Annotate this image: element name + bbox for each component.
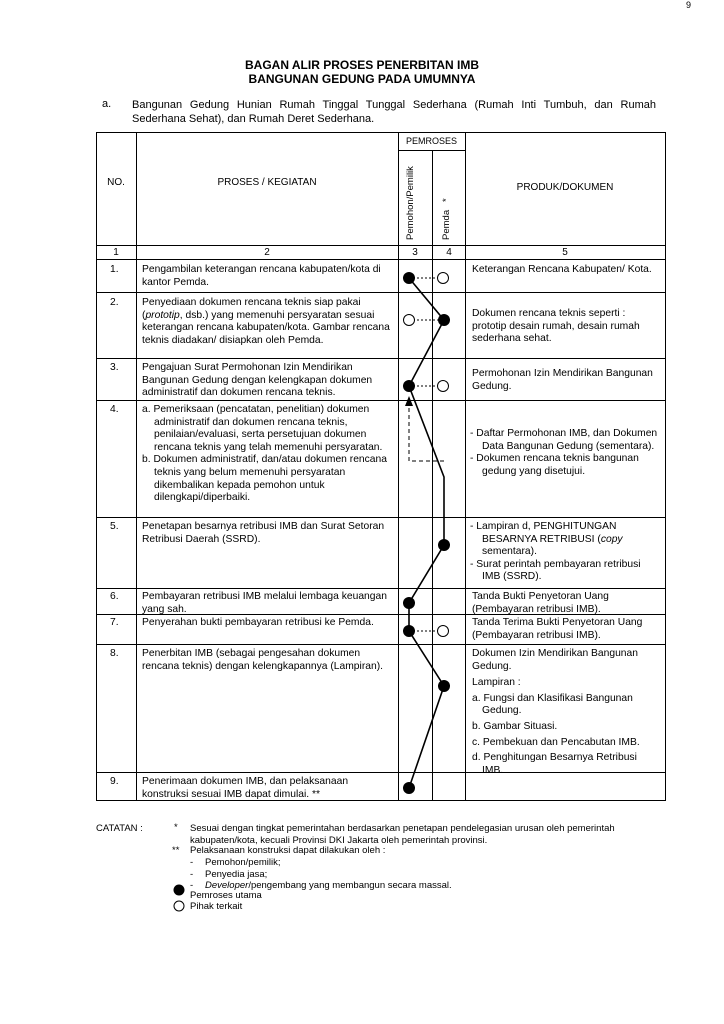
row-2-no: 2. [110,297,119,308]
col-number-4: 4 [446,247,452,258]
row-6-proses: Pembayaran retribusi IMB melalui lembaga keuangan yang sah. [142,591,387,615]
filled-circle-icon [438,314,450,326]
row-4-produk-1: - Daftar Permohonan IMB, dan Dokumen Data Bangunan Gedung (sementara). [470,428,658,452]
row-6-produk: Tanda Bukti Penyetoran Uang (Pembayaran retribusi IMB). [472,591,609,615]
row-7-no: 7. [110,617,119,628]
open-circle-icon [174,901,184,911]
row-9-proses: Penerimaan dokumen IMB, dan pelaksanaan konstruksi sesuai IMB dapat dimulai. ** [142,776,349,800]
notes-label: CATATAN : [96,823,143,834]
filled-circle-icon [403,380,415,392]
filled-circle-icon [438,680,450,692]
notes-star1: * [174,822,178,833]
filled-circle-icon [174,885,185,896]
row-8-produk-4: b. Gambar Situasi. [472,720,558,732]
row-8-produk-1: Dokumen Izin Mendirikan Bangunan Gedung. [472,648,638,672]
filled-circle-icon [403,625,415,637]
filled-circle-icon [403,272,415,284]
row-5-no: 5. [110,521,119,532]
row-8-produk-2: Lampiran : [472,677,521,689]
row-1-proses: Pengambilan keterangan rencana kabupaten/kota di kantor Pemda. [142,264,381,288]
row-2-proses: Penyediaan dokumen rencana teknis siap pakai (prototip, dsb.) yang memenuhi persyaratan sesuai keterangan rencana kabupaten/kota. Gambar rencana teknis diadakan/ disiapkan oleh Pemda. [142,297,390,346]
open-circle-icon [404,315,415,326]
col-number-2: 2 [264,247,270,258]
page-title-line1: BAGAN ALIR PROSES PENERBITAN IMB [244,58,479,72]
notes-list-2: Penyedia jasa; [205,869,268,880]
row-7-produk: Tanda Terima Bukti Penyetoran Uang (Pembayaran retribusi IMB). [472,617,643,641]
row-8-produk-5: c. Pembekuan dan Pencabutan IMB. [472,736,640,748]
row-6-no: 6. [110,591,119,602]
col-number-5: 5 [562,247,568,258]
row-9-no: 9. [110,776,119,787]
row-8-produk-6: d. Penghitungan Besarnya Retribusi IMB. [472,752,637,776]
notes-star1-text: Sesuai dengan tingkat pemerintahan berdasarkan penetapan pendelegasian urusan oleh pemerintah kabupaten/kota, kecuali Provinsi DKI Jakarta oleh pemerintah provinsi. [190,823,615,846]
header-proses: PROSES / KEGIATAN [217,177,317,188]
page-number: 9 [686,0,692,10]
legend-main-label: Pemroses utama [190,890,262,901]
row-3-proses: Pengajuan Surat Permohonan Izin Mendirikan Bangunan Gedung dengan kelengkapan dokumen administratif dan dokumen rencana teknis. [142,362,373,399]
filled-circle-icon [403,597,415,609]
notes-star2: ** [172,845,180,856]
row-8-no: 8. [110,648,119,659]
legend-related-label: Pihak terkait [190,901,243,912]
row-8-produk-3: a. Fungsi dan Klasifikasi Bangunan Gedung. [472,692,633,717]
row-4-no: 4. [110,404,119,415]
notes-star2-text: Pelaksanaan konstruksi dapat dilakukan oleh : [190,845,386,856]
intro-text: Bangunan Gedung Hunian Rumah Tinggal Tunggal Sederhana (Rumah Inti Tumbuh, dan Rumah Sederhana Sehat), dan Rumah Deret Sederhana. [132,99,656,125]
col-number-1: 1 [113,247,119,258]
row-5-proses: Penetapan besarnya retribusi IMB dan Surat Setoran Retribusi Daerah (SSRD). [142,521,385,545]
filled-circle-icon [438,539,450,551]
header-pemda: Pemda * [441,198,452,240]
row-4-proses-a: a. Pemeriksaan (pencatatan, penelitian) dokumen administratif dan dokumen rencana teknis, penilaian/evaluasi, serta persetujuan dokumen rencana teknis yang telah memenuhi persyaratan. [142,404,383,453]
row-4-produk-2: - Dokumen rencana teknis bangunan gedung yang disetujui. [470,453,639,477]
row-7-proses: Penyerahan bukti pembayaran retribusi ke Pemda. [142,617,374,628]
row-1-produk: Keterangan Rencana Kabupaten/ Kota. [472,264,652,275]
row-8-proses: Penerbitan IMB (sebagai pengesahan dokumen rencana teknis) dengan kelengkapannya (Lampiran). [142,648,383,672]
open-circle-icon [438,626,449,637]
header-pemohon: Pemohon/Pemilik [405,166,416,240]
row-4-proses-b: b. Dokumen administratif, dan/atau dokumen rencana teknis yang belum memenuhi persyaratan dikembalikan kepada pemohon untuk dilengkapi/diperbaiki. [142,454,387,504]
open-circle-icon [438,381,449,392]
notes-list-1: Pemohon/pemilik; [205,857,281,868]
row-2-produk: Dokumen rencana teknis seperti : prototip desain rumah, desain rumah sederhana sehat. [472,308,640,345]
page-title-line2: BANGUNAN GEDUNG PADA UMUMNYA [248,72,476,86]
header-no: NO. [107,177,125,188]
row-3-no: 3. [110,362,119,373]
header-pemroses: PEMROSES [405,136,457,146]
notes-list-3: Developer/pengembang yang membangun secara massal. [205,880,452,891]
open-circle-icon [438,273,449,284]
row-5-produk-2: - Surat perintah pembayaran retribusi IMB (SSRD). [470,558,641,583]
intro-letter: a. [102,98,112,110]
filled-circle-icon [403,782,415,794]
row-1-no: 1. [110,264,119,275]
header-produk: PRODUK/DOKUMEN [516,182,614,193]
col-number-3: 3 [412,247,418,258]
row-5-produk-1: - Lampiran d, PENGHITUNGAN BESARNYA RETRIBUSI (copy sementara). [470,521,623,558]
row-3-produk: Permohonan Izin Mendirikan Bangunan Gedung. [472,368,653,392]
